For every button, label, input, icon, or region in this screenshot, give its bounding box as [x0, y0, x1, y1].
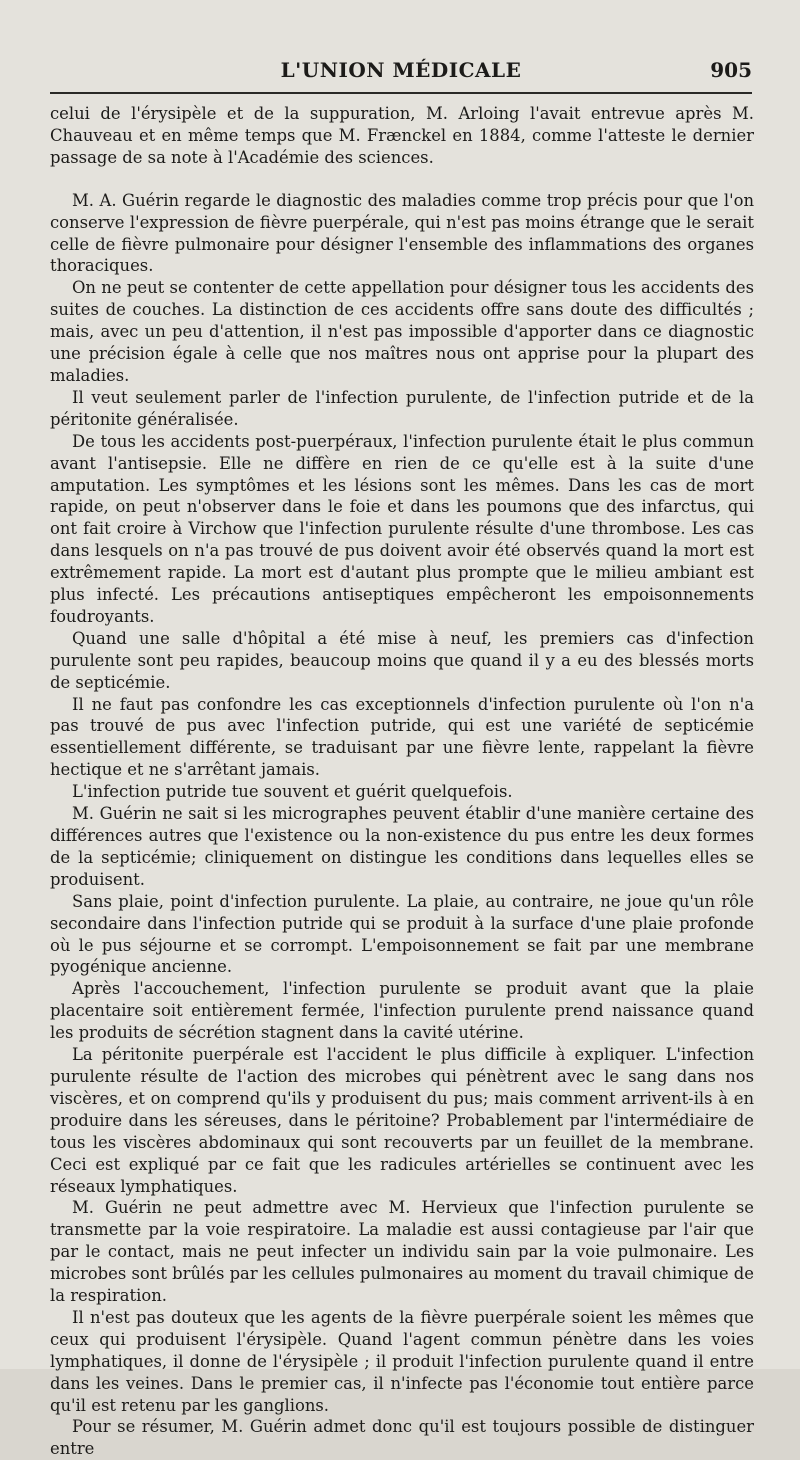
- paragraph: Il ne faut pas confondre les cas exceptionnels d'infection purulente où l'on n'a pas trouvé de pus avec l'infection putride, qui est une variété de septicémie essentiellement différente, se traduisant par une fièvre lente, rappelant la fièvre hectique et ne s'arrêtant jamais.: [50, 694, 754, 780]
- paragraph: De tous les accidents post-puerpéraux, l'infection purulente était le plus commun avant l'antisepsie. Elle ne diffère en rien de ce qu'elle est à la suite d'une amputation. Les symptômes et les lésions sont les mêmes. Dans les cas de mort rapide, on peut n'observer dans le foie et dans les poumons que des infarctus, qui ont fait croire à Virchow que l'infection purulente résulte d'une thrombose. Les cas dans lesquels on n'a pas trouvé de pus doivent avoir été observés quand la mort est extrêmement rapide. La mort est d'autant plus prompte que le milieu ambiant est plus infecté. Les précautions antiseptiques empêcheront les empoisonnements foudroyants.: [50, 431, 754, 626]
- paragraph: Il veut seulement parler de l'infection purulente, de l'infection putride et de la péritonite généralisée.: [50, 387, 754, 429]
- paragraph: On ne peut se contenter de cette appellation pour désigner tous les accidents des suites de couches. La distinction de ces accidents offre sans doute des difficultés ; mais, avec un peu d'attention, il n'est pas impossible d'apporter dans ce diagnostic une précision égale à celle que nos maîtres nous ont apprise pour la plupart des maladies.: [50, 278, 754, 385]
- paragraph: La péritonite puerpérale est l'accident le plus difficile à expliquer. L'infection purulente résulte de l'action des microbes qui pénètrent avec le sang dans nos viscères, et on comprend qu'ils y produisent du pus; mais comment arrivent-ils à en produire dans les séreuses, dans le péritoine? Probablement par l'intermédiaire de tous les viscères abdominaux qui sont recouverts par un feuillet de la membrane. Ceci est expliqué par ce fait que les radicules artérielles se continuent avec les réseaux lymphatiques.: [50, 1045, 754, 1196]
- journal-title: L'UNION MÉDICALE: [280, 58, 522, 82]
- paragraph: celui de l'érysipèle et de la suppuration, M. Arloing l'avait entrevue après M. Chauveau et en même temps que M. Frænckel en 1884, comme l'atteste le dernier passage de sa note à l'Académie des sciences.: [50, 104, 754, 167]
- page-number: 905: [710, 58, 752, 82]
- paragraph: M. A. Guérin regarde le diagnostic des maladies comme trop précis pour que l'on conserve l'expression de fièvre puerpérale, qui n'est pas moins étrange que le serait celle de fièvre pulmonaire pour désigner l'ensemble des inflammations des organes thoraciques.: [50, 190, 754, 276]
- paragraph: L'infection putride tue souvent et guérit quelquefois.: [72, 782, 513, 802]
- header-rule: [50, 92, 752, 94]
- running-header: [50, 52, 752, 92]
- article-body: [50, 103, 754, 1460]
- paragraph: Il n'est pas douteux que les agents de la fièvre puerpérale soient les mêmes que ceux qui produisent l'érysipèle. Quand l'agent commun pénètre dans les voies lymphatiques, il donne de l'érysipèle ; il produit l'infection purulente quand il entre dans les veines. Dans le premier cas, il n'infecte pas l'économie tout entière parce qu'il est retenu par les ganglions.: [50, 1307, 754, 1415]
- paragraph: Après l'accouchement, l'infection purulente se produit avant que la plaie placentaire soit entièrement fermée, l'infection purulente prend naissance quand les produits de sécrétion stagnent dans la cavité utérine.: [50, 979, 754, 1043]
- paragraph: Sans plaie, point d'infection purulente. La plaie, au contraire, ne joue qu'un rôle secondaire dans l'infection putride qui se produit à la surface d'une plaie profonde où le pus séjourne et se corrompt. L'empoisonnement se fait par une membrane pyogénique ancienne.: [50, 891, 754, 977]
- paragraph: Pour se résumer, M. Guérin admet donc qu'il est toujours possible de distinguer entre: [50, 1417, 754, 1459]
- paragraph: Quand une salle d'hôpital a été mise à neuf, les premiers cas d'infection purulente sont peu rapides, beaucoup moins que quand il y a eu des blessés morts de septicémie.: [50, 628, 754, 692]
- paragraph: M. Guérin ne sait si les micrographes peuvent établir d'une manière certaine des différences autres que l'existence ou la non-existence du pus entre les deux formes de la septicémie; cliniquement on distingue les conditions dans lequelles elles se produisent.: [50, 804, 754, 889]
- paragraph: M. Guérin ne peut admettre avec M. Hervieux que l'infection purulente se transmette par la voie respiratoire. La maladie est aussi contagieuse par l'air que par le contact, mais ne peut infecter un individu sain par la voie pulmonaire. Les microbes sont brûlés par les cellules pulmonaires au moment du travail chimique de la respiration.: [50, 1198, 754, 1306]
